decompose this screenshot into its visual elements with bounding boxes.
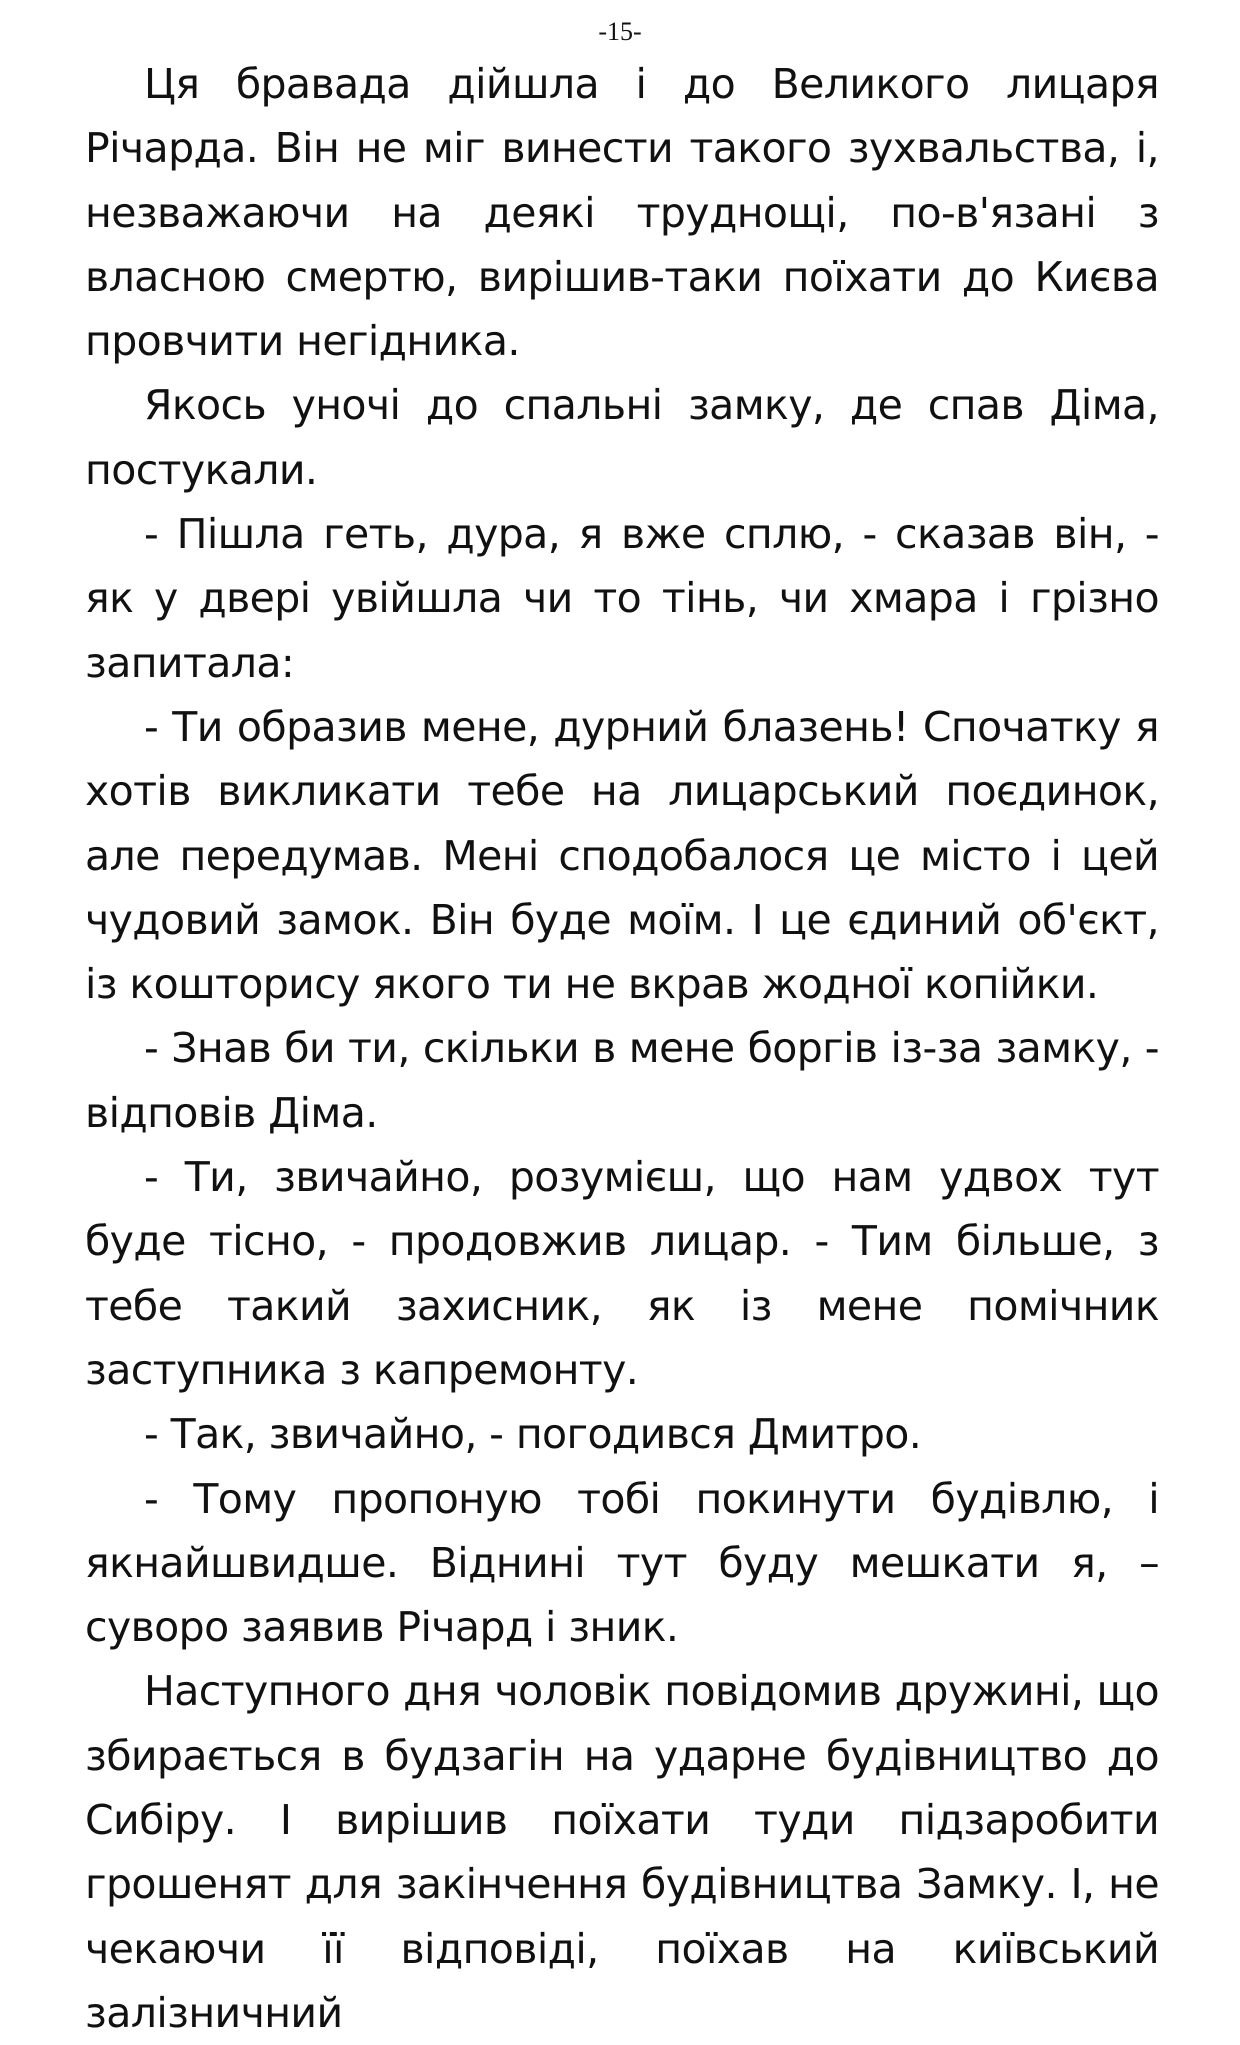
paragraph: - Так, звичайно, - погодився Дмитро. — [144, 1410, 922, 1459]
paragraph: - Тому пропоную тобі покинути будівлю, і якнайшвидше. Віднині тут буду мешкати я, – суворо заявив Річард і зник. — [85, 1474, 1159, 1652]
page-number: -15- — [598, 17, 642, 46]
paragraph: Наступного дня чоловік повідомив дружині, що збирається в будзагін на ударне будівництво до Сибіру. І вирішив поїхати туди підзаробити грошенят для закінчення будівництва Замку. І, не чекаючи її відповіді, поїхав на київський залізничний — [85, 1667, 1159, 2037]
paragraph: - Пішла геть, дура, я вже сплю, - сказав він, - як у двері увійшла чи то тінь, чи хмара і грізно запитала: — [85, 510, 1159, 687]
paragraph: Ця бравада дійшла і до Великого лицаря Річарда. Він не міг винести такого зухвальства, і, незважаючи на деякі труднощі, по-в'язані з власною смертю, вирішив-таки поїхати до Києва провчити негідника. — [85, 60, 1159, 366]
paragraph: - Знав би ти, скільки в мене боргів із-за замку, - відповів Діма. — [85, 1024, 1159, 1137]
paragraph: - Ти, звичайно, розумієш, що нам удвох тут буде тісно, - продовжив лицар. - Тим більше, з тебе такий захисник, як із мене помічник заступника з капремонту. — [85, 1153, 1159, 1394]
paragraph: Якось уночі до спальні замку, де спав Діма, постукали. — [85, 381, 1159, 494]
paragraph: - Ти образив мене, дурний блазень! Спочатку я хотів викликати тебе на лицарський поєдинок, але передумав. Мені сподобалося це місто і цей чудовий замок. Він буде моїм. І це єдиний об'єкт, із кошторису якого ти не вкрав жодної копійки. — [85, 702, 1159, 1009]
body-text — [85, 52, 1159, 2045]
